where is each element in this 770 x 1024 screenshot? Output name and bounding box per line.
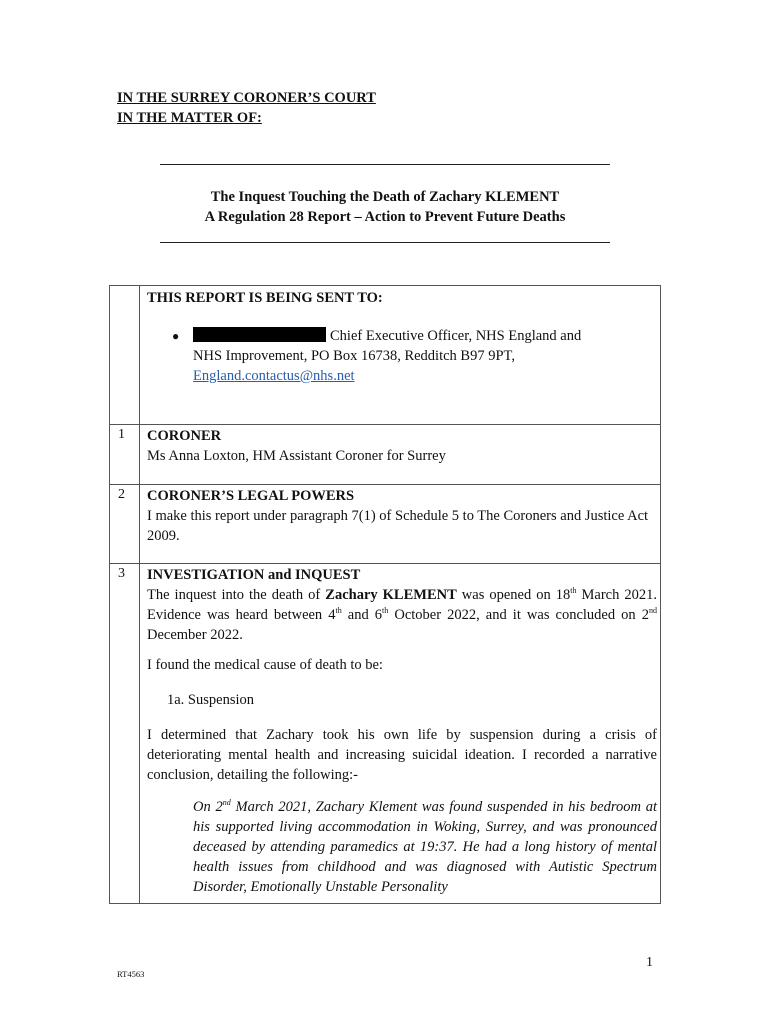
- investigation-paragraph: The inquest into the death of Zachary KLEMENT was opened on 18th March 2021. Evidence was heard between 4th and 6th October 2022, and it was concluded on 2nd December 2022.: [147, 586, 657, 643]
- row-divider: [110, 424, 660, 425]
- sent-to-heading: THIS REPORT IS BEING SENT TO:: [147, 290, 383, 306]
- report-table: [109, 285, 661, 904]
- cause-intro: I found the medical cause of death to be:: [147, 657, 383, 673]
- footer-reference: RT4563: [117, 969, 145, 979]
- coroner-text: Ms Anna Loxton, HM Assistant Coroner for Surrey: [147, 448, 446, 464]
- investigation-section: [147, 565, 657, 895]
- report-title-line2: A Regulation 28 Report – Action to Prevent Future Deaths: [204, 209, 566, 225]
- legal-powers-text: I make this report under paragraph 7(1) of Schedule 5 to The Coroners and Justice Act 2009.: [147, 508, 649, 544]
- recipient-line2: NHS Improvement, PO Box 16738, Redditch B97 9PT,: [193, 348, 515, 364]
- legal-powers-heading: CORONER’S LEGAL POWERS: [147, 488, 355, 504]
- report-title-line1: The Inquest Touching the Death of Zachary KLEMENT: [210, 189, 560, 205]
- section-number: 2: [118, 487, 125, 502]
- row-divider: [110, 563, 660, 564]
- section-number: 1: [118, 427, 125, 442]
- bullet-icon: ●: [172, 329, 180, 343]
- matter-heading: IN THE MATTER OF:: [117, 110, 262, 126]
- narrative-conclusion: On 2nd March 2021, Zachary Klement was found suspended in his bedroom at his supported living accommodation in Woking, Surrey, and was pronounced deceased by attending paramedics at 19:37. He had a long history of mental health issues from childhood and was diagnosed with Autistic Spectrum Disorder, Emotionally Unstable Personality: [193, 798, 657, 895]
- conclusion-paragraph: I determined that Zachary took his own life by suspension during a crisis of deteriorating mental health and increasing suicidal ideation. I recorded a narrative conclusion, detailing the following:-: [147, 727, 657, 783]
- investigation-heading: INVESTIGATION and INQUEST: [147, 567, 361, 583]
- court-heading: IN THE SURREY CORONER’S COURT: [117, 90, 376, 106]
- redaction-box: [193, 327, 326, 342]
- recipient-line1: Chief Executive Officer, NHS England and: [330, 328, 582, 344]
- coroner-section: [147, 426, 657, 466]
- number-column-divider: [139, 286, 140, 903]
- medical-cause: 1a. Suspension: [167, 692, 254, 708]
- top-rule: [160, 164, 610, 165]
- recipient-block: [147, 326, 657, 386]
- bottom-rule: [160, 242, 610, 243]
- page-number: 1: [646, 955, 653, 970]
- section-number: 3: [118, 566, 125, 581]
- row-divider: [110, 484, 660, 485]
- legal-powers-section: [147, 486, 657, 546]
- recipient-email-link[interactable]: England.contactus@nhs.net: [193, 368, 355, 384]
- coroner-heading: CORONER: [147, 428, 222, 444]
